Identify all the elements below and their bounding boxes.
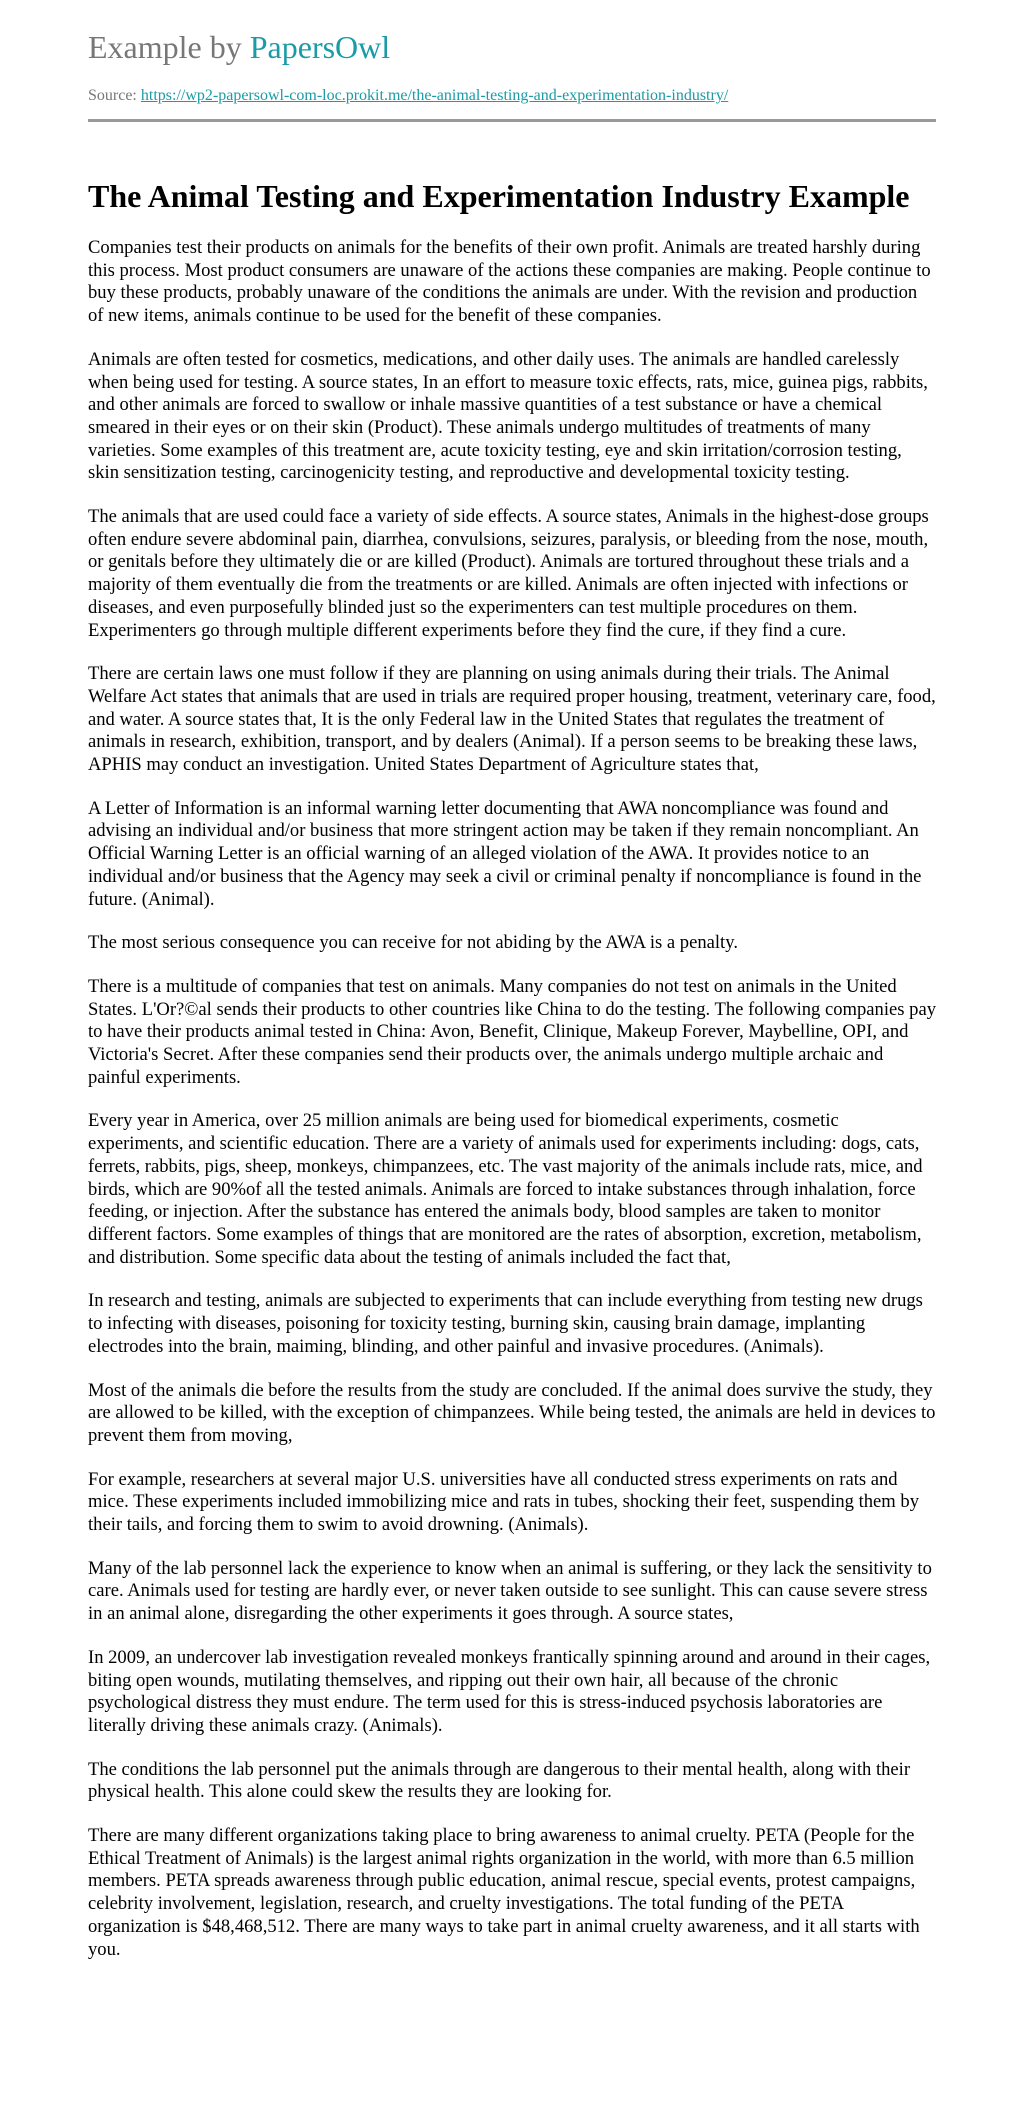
paragraph-9: In research and testing, animals are subjected to experiments that can include everything from testing new drugs to infecting with diseases, poisoning for toxicity testing, burning skin, causing brain damage, implanting electrodes into the brain, maiming, blinding, and other painful and invasive procedures. (Animals). xyxy=(88,1290,923,1357)
paragraph-4: There are certain laws one must follow if they are planning on using animals during their trials. The Animal Welfare Act states that animals that are used in trials are required proper housing, treatment, veterinary care, food, and water. A source states that, It is the only Federal law in the United States that regulates the treatment of animals in research, exhibition, transport, and by dealers (Animal). If a person seems to be breaking these laws, APHIS may conduct an investigation. United States Department of Agriculture states that, xyxy=(88,663,936,776)
paragraph-15: There are many different organizations taking place to bring awareness to animal cruelty. PETA (People for the Ethical Treatment of Animals) is the largest animal rights organization in the world, with more than 6.5 million members. PETA spreads awareness through public education, animal rescue, special events, protest campaigns, celebrity involvement, legislation, research, and cruelty investigations. The total funding of the PETA organization is $48,468,512. There are many ways to take part in animal cruelty awareness, and it all starts with you. xyxy=(88,1825,920,1960)
brand-prefix: Example by xyxy=(88,29,242,65)
paragraph-1: Companies test their products on animals for the benefits of their own profit. Animals are treated harshly during this process. Most product consumers are unaware of the actions these companies are making. People continue to buy these products, probably unaware of the conditions the animals are under. With the revision and production of new items, animals continue to be used for the benefit of these companies. xyxy=(88,236,931,327)
source-label: Source: xyxy=(88,87,137,105)
paragraph-3: The animals that are used could face a variety of side effects. A source states, Animals in the highest-dose groups often endure severe abdominal pain, diarrhea, convulsions, seizures, paralysis, or bleeding from the nose, mouth, or genitals before they ultimately die or are killed (Product). Animals are tortured throughout these trials and a majority of them eventually die from the treatments or are killed. Animals are often injected with infections or diseases, and even purposefully blinded just so the experimenters can test multiple procedures on them. Experimenters go through multiple different experiments before they find the cure, if they find a cure. xyxy=(88,506,929,641)
source-line xyxy=(88,87,936,122)
paragraph-5: A Letter of Information is an informal warning letter documenting that AWA noncompliance was found and advising an individual and/or business that more stringent action may be taken if they remain noncompliant. An Official Warning Letter is an official warning of an alleged violation of the AWA. It provides notice to an individual and/or business that the Agency may seek a civil or criminal penalty if noncompliance is found in the future. (Animal). xyxy=(88,797,922,910)
brand-line xyxy=(88,30,936,65)
paragraph-2: Animals are often tested for cosmetics, medications, and other daily uses. The animals are handled carelessly when being used for testing. A source states, In an effort to measure toxic effects, rats, mice, guinea pigs, rabbits, and other animals are forced to swallow or inhale massive quantities of a test substance or have a chemical smeared in their eyes or on their skin (Product). These animals undergo multitudes of treatments of many varieties. Some examples of this treatment are, acute toxicity testing, eye and skin irritation/corrosion testing, skin sensitization testing, carcinogenicity testing, and reproductive and developmental toxicity testing. xyxy=(88,348,928,484)
paragraph-6: The most serious consequence you can receive for not abiding by the AWA is a penalty. xyxy=(88,932,738,954)
document-title: The Animal Testing and Experimentation Industry Example xyxy=(88,178,910,215)
paragraph-10: Most of the animals die before the results from the study are concluded. If the animal does survive the study, they are allowed to be killed, with the exception of chimpanzees. While being tested, the animals are held in devices to prevent them from moving, xyxy=(88,1379,936,1446)
brand-name: PapersOwl xyxy=(249,29,391,65)
paragraph-14: The conditions the lab personnel put the animals through are dangerous to their mental health, along with their physical health. This alone could skew the results they are looking for. xyxy=(88,1758,911,1803)
document-body xyxy=(88,237,936,1961)
paragraph-7: There is a multitude of companies that test on animals. Many companies do not test on animals in the United States. L'Or?©al sends their products to other countries like China to do the testing. The following companies pay to have their products animal tested in China: Avon, Benefit, Clinique, Makeup Forever, Maybelline, OPI, and Victoria's Secret. After these companies send their products over, the animals undergo multiple archaic and painful experiments. xyxy=(88,975,936,1088)
paragraph-11: For example, researchers at several major U.S. universities have all conducted stress experiments on rats and mice. These experiments included immobilizing mice and rats in tubes, shocking their feet, suspending them by their tails, and forcing them to swim to avoid drowning. (Animals). xyxy=(88,1468,920,1536)
paragraph-8: Every year in America, over 25 million animals are being used for biomedical experiments, cosmetic experiments, and scientific education. There are a variety of animals used for experiments including: dogs, cats, ferrets, rabbits, pigs, sheep, monkeys, chimpanzees, etc. The vast majority of the animals include rats, mice, and birds, which are 90%of all the tested animals. Animals are forced to intake substances through inhalation, force feeding, or injection. After the substance has entered the animals body, blood samples are taken to monitor different factors. Some examples of things that are monitored are the rates of absorption, excretion, metabolism, and distribution. Some specific data about the testing of animals included the fact that, xyxy=(88,1110,923,1268)
paragraph-12: Many of the lab personnel lack the experience to know when an animal is suffering, or they lack the sensitivity to care. Animals used for testing are hardly ever, or never taken outside to see sunlight. This can cause severe stress in an animal alone, disregarding the other experiments it goes through. A source states, xyxy=(88,1557,932,1625)
paragraph-13: In 2009, an undercover lab investigation revealed monkeys frantically spinning around and around in their cages, biting open wounds, mutilating themselves, and ripping out their own hair, all because of the chronic psychological distress they must endure. The term used for this is stress-induced psychosis laboratories are literally driving these animals crazy. (Animals). xyxy=(88,1646,931,1736)
header xyxy=(88,30,936,122)
source-link[interactable]: https://wp2-papersowl-com-loc.prokit.me/the-animal-testing-and-experimentation-industry/ xyxy=(140,87,729,105)
